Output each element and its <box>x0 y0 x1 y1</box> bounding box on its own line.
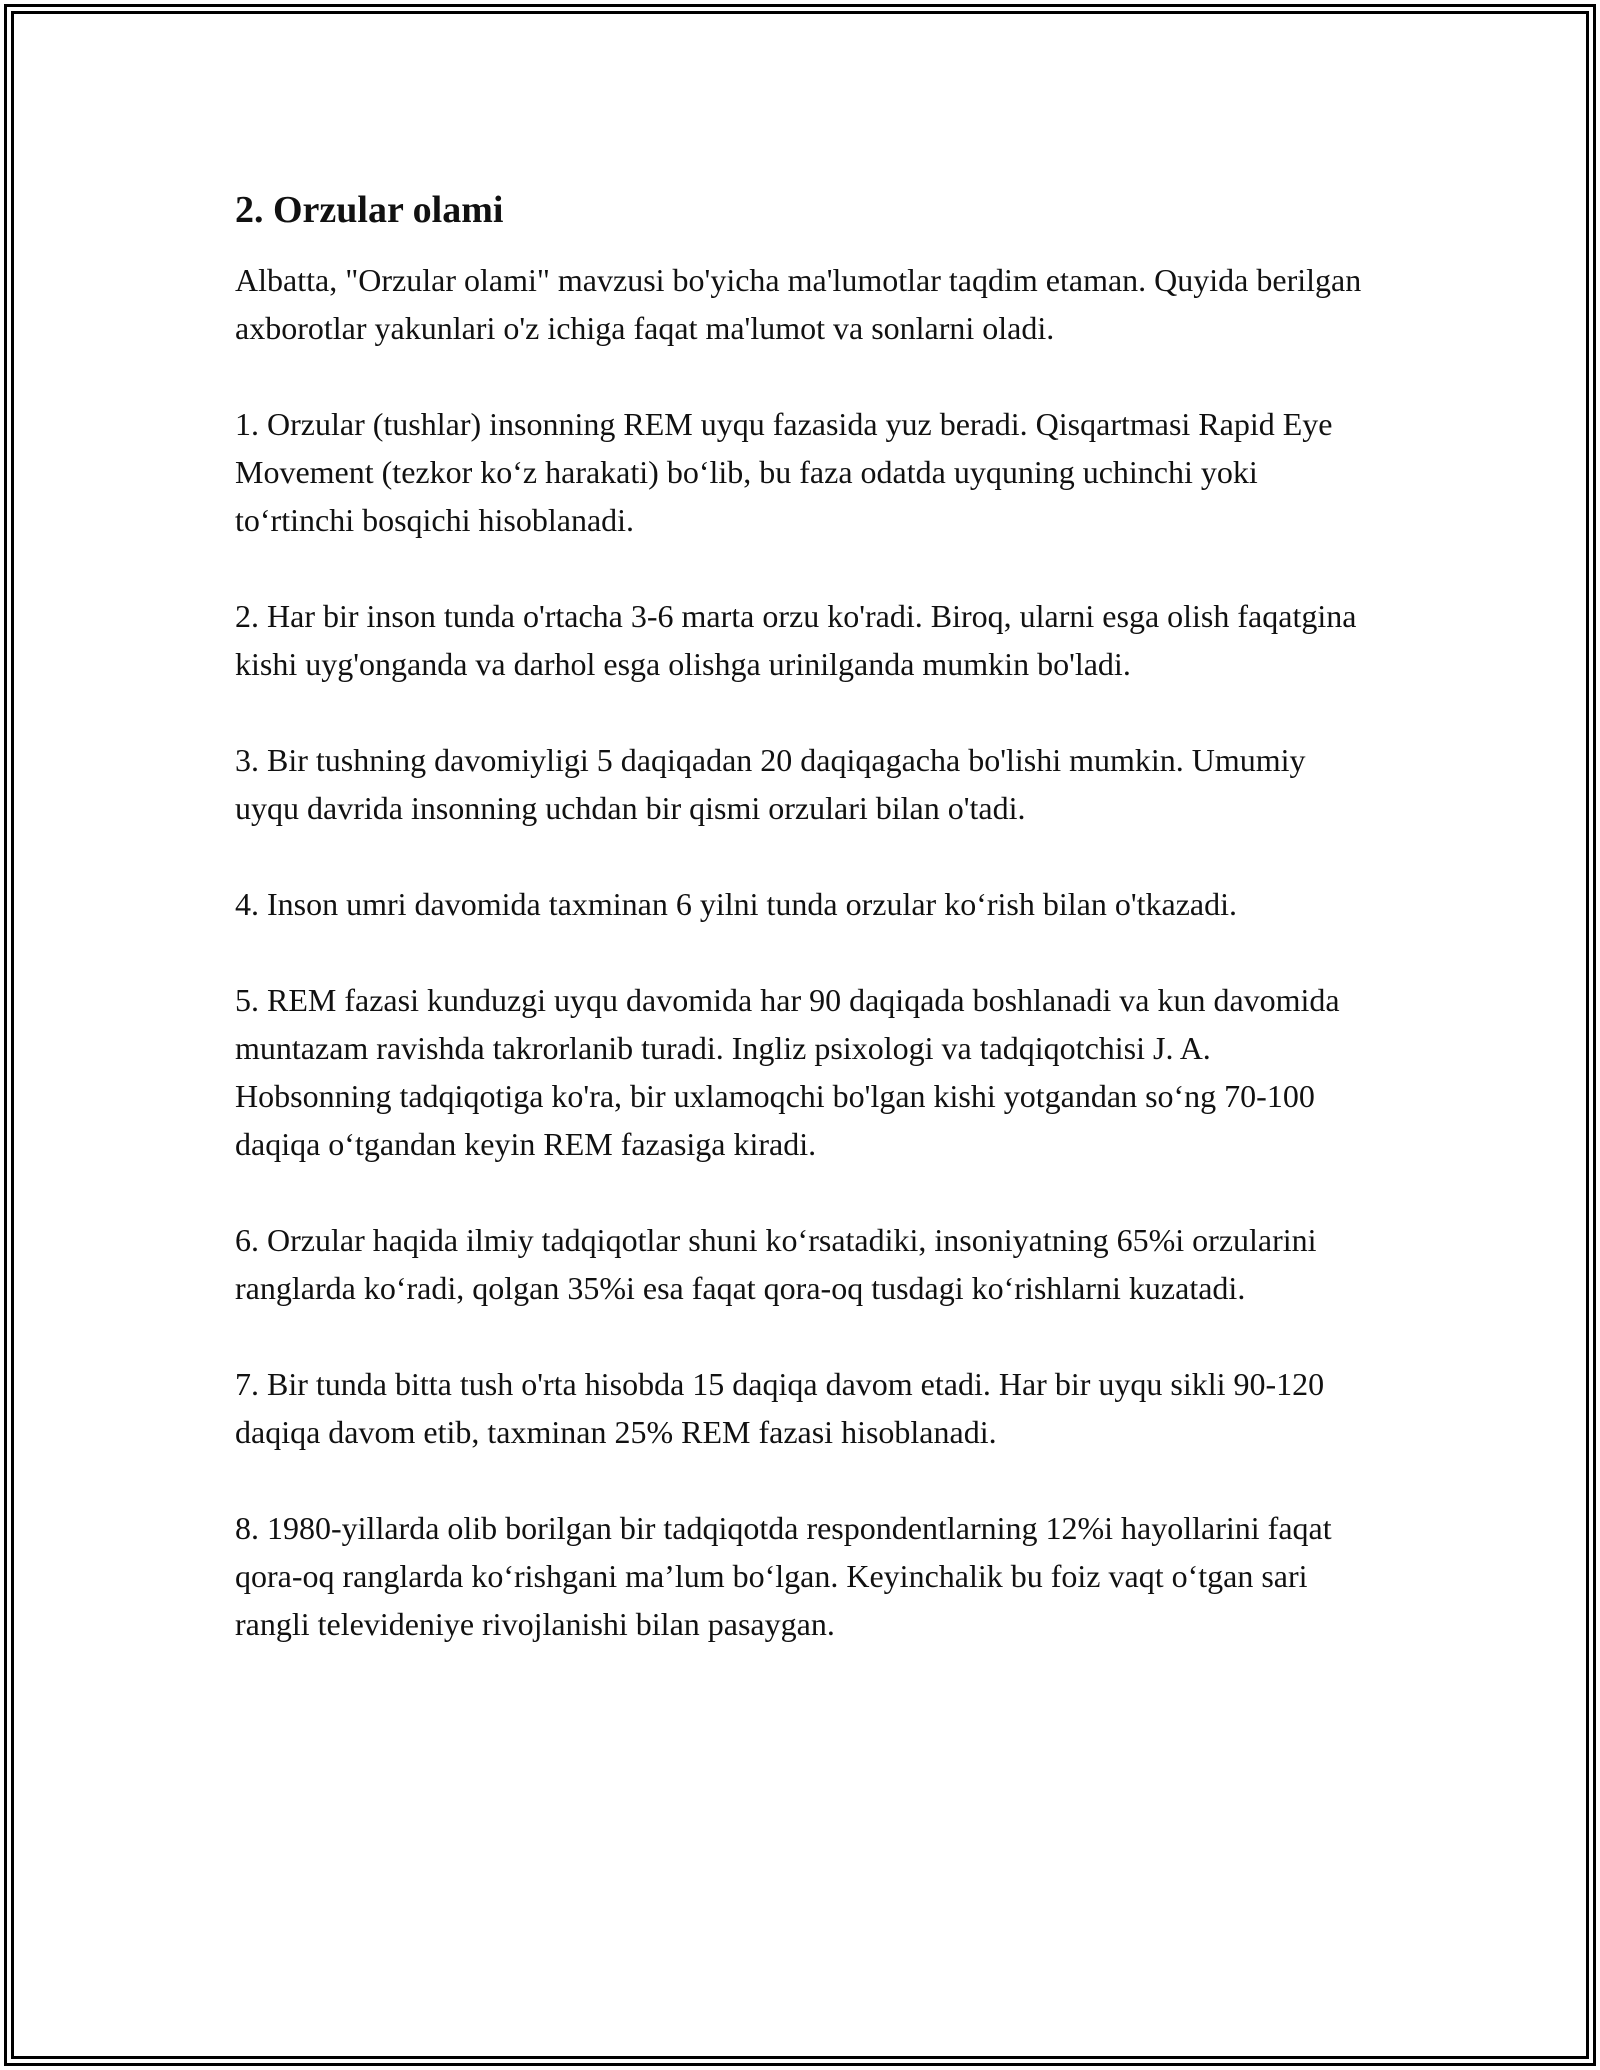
section-heading: 2. Orzular olami <box>235 189 504 231</box>
intro-paragraph: Albatta, "Orzular olami" mavzusi bo'yicha ma'lumotlar taqdim etaman. Quyida berilgan axborotlar yakunlari o'z ichiga faqat ma'lumot va sonlarni oladi. <box>235 262 1362 346</box>
fact-item-7: 7. Bir tunda bitta tush o'rta hisobda 15 daqiqa davom etadi. Har bir uyqu sikli 90-120 daqiqa davom etib, taxminan 25% REM fazasi hisoblanadi. <box>235 1366 1325 1450</box>
fact-item-6: 6. Orzular haqida ilmiy tadqiqotlar shuni ko‘rsatadiki, insoniyatning 65%i orzularini ranglarda ko‘radi, qolgan 35%i esa faqat qora-oq tusdagi ko‘rishlarni kuzatadi. <box>235 1222 1317 1306</box>
fact-item-3: 3. Bir tushning davomiyligi 5 daqiqadan 20 daqiqagacha bo'lishi mumkin. Umumiy uyqu davrida insonning uchdan bir qismi orzulari bilan o'tadi. <box>235 742 1306 826</box>
fact-item-5: 5. REM fazasi kunduzgi uyqu davomida har 90 daqiqada boshlanadi va kun davomida muntazam ravishda takrorlanib turadi. Ingliz psixologi va tadqiqotchisi J. A. Hobsonning tadqiqotiga ko'ra, bir uxlamoqchi bo'lgan kishi yotgandan so‘ng 70-100 daqiqa o‘tgandan keyin REM fazasiga kiradi. <box>235 982 1340 1162</box>
fact-item-8: 8. 1980-yillarda olib borilgan bir tadqiqotda respondentlarning 12%i hayollarini faqat qora-oq ranglarda ko‘rishgani ma’lum bo‘lgan. Keyinchalik bu foiz vaqt o‘tgan sari rangli televideniye rivojlanishi bilan pasaygan. <box>235 1510 1332 1642</box>
fact-item-1: 1. Orzular (tushlar) insonning REM uyqu fazasida yuz beradi. Qisqartmasi Rapid Eye Movement (tezkor ko‘z harakati) bo‘lib, bu faza odatda uyquning uchinchi yoki to‘rtinchi bosqichi hisoblanadi. <box>235 406 1333 538</box>
fact-item-4: 4. Inson umri davomida taxminan 6 yilni tunda orzular ko‘rish bilan o'tkazadi. <box>235 886 1237 922</box>
fact-item-2: 2. Har bir inson tunda o'rtacha 3-6 marta orzu ko'radi. Biroq, ularni esga olish faqatgina kishi uyg'onganda va darhol esga olishga urinilganda mumkin bo'ladi. <box>235 598 1357 682</box>
document-body <box>235 186 1375 1648</box>
